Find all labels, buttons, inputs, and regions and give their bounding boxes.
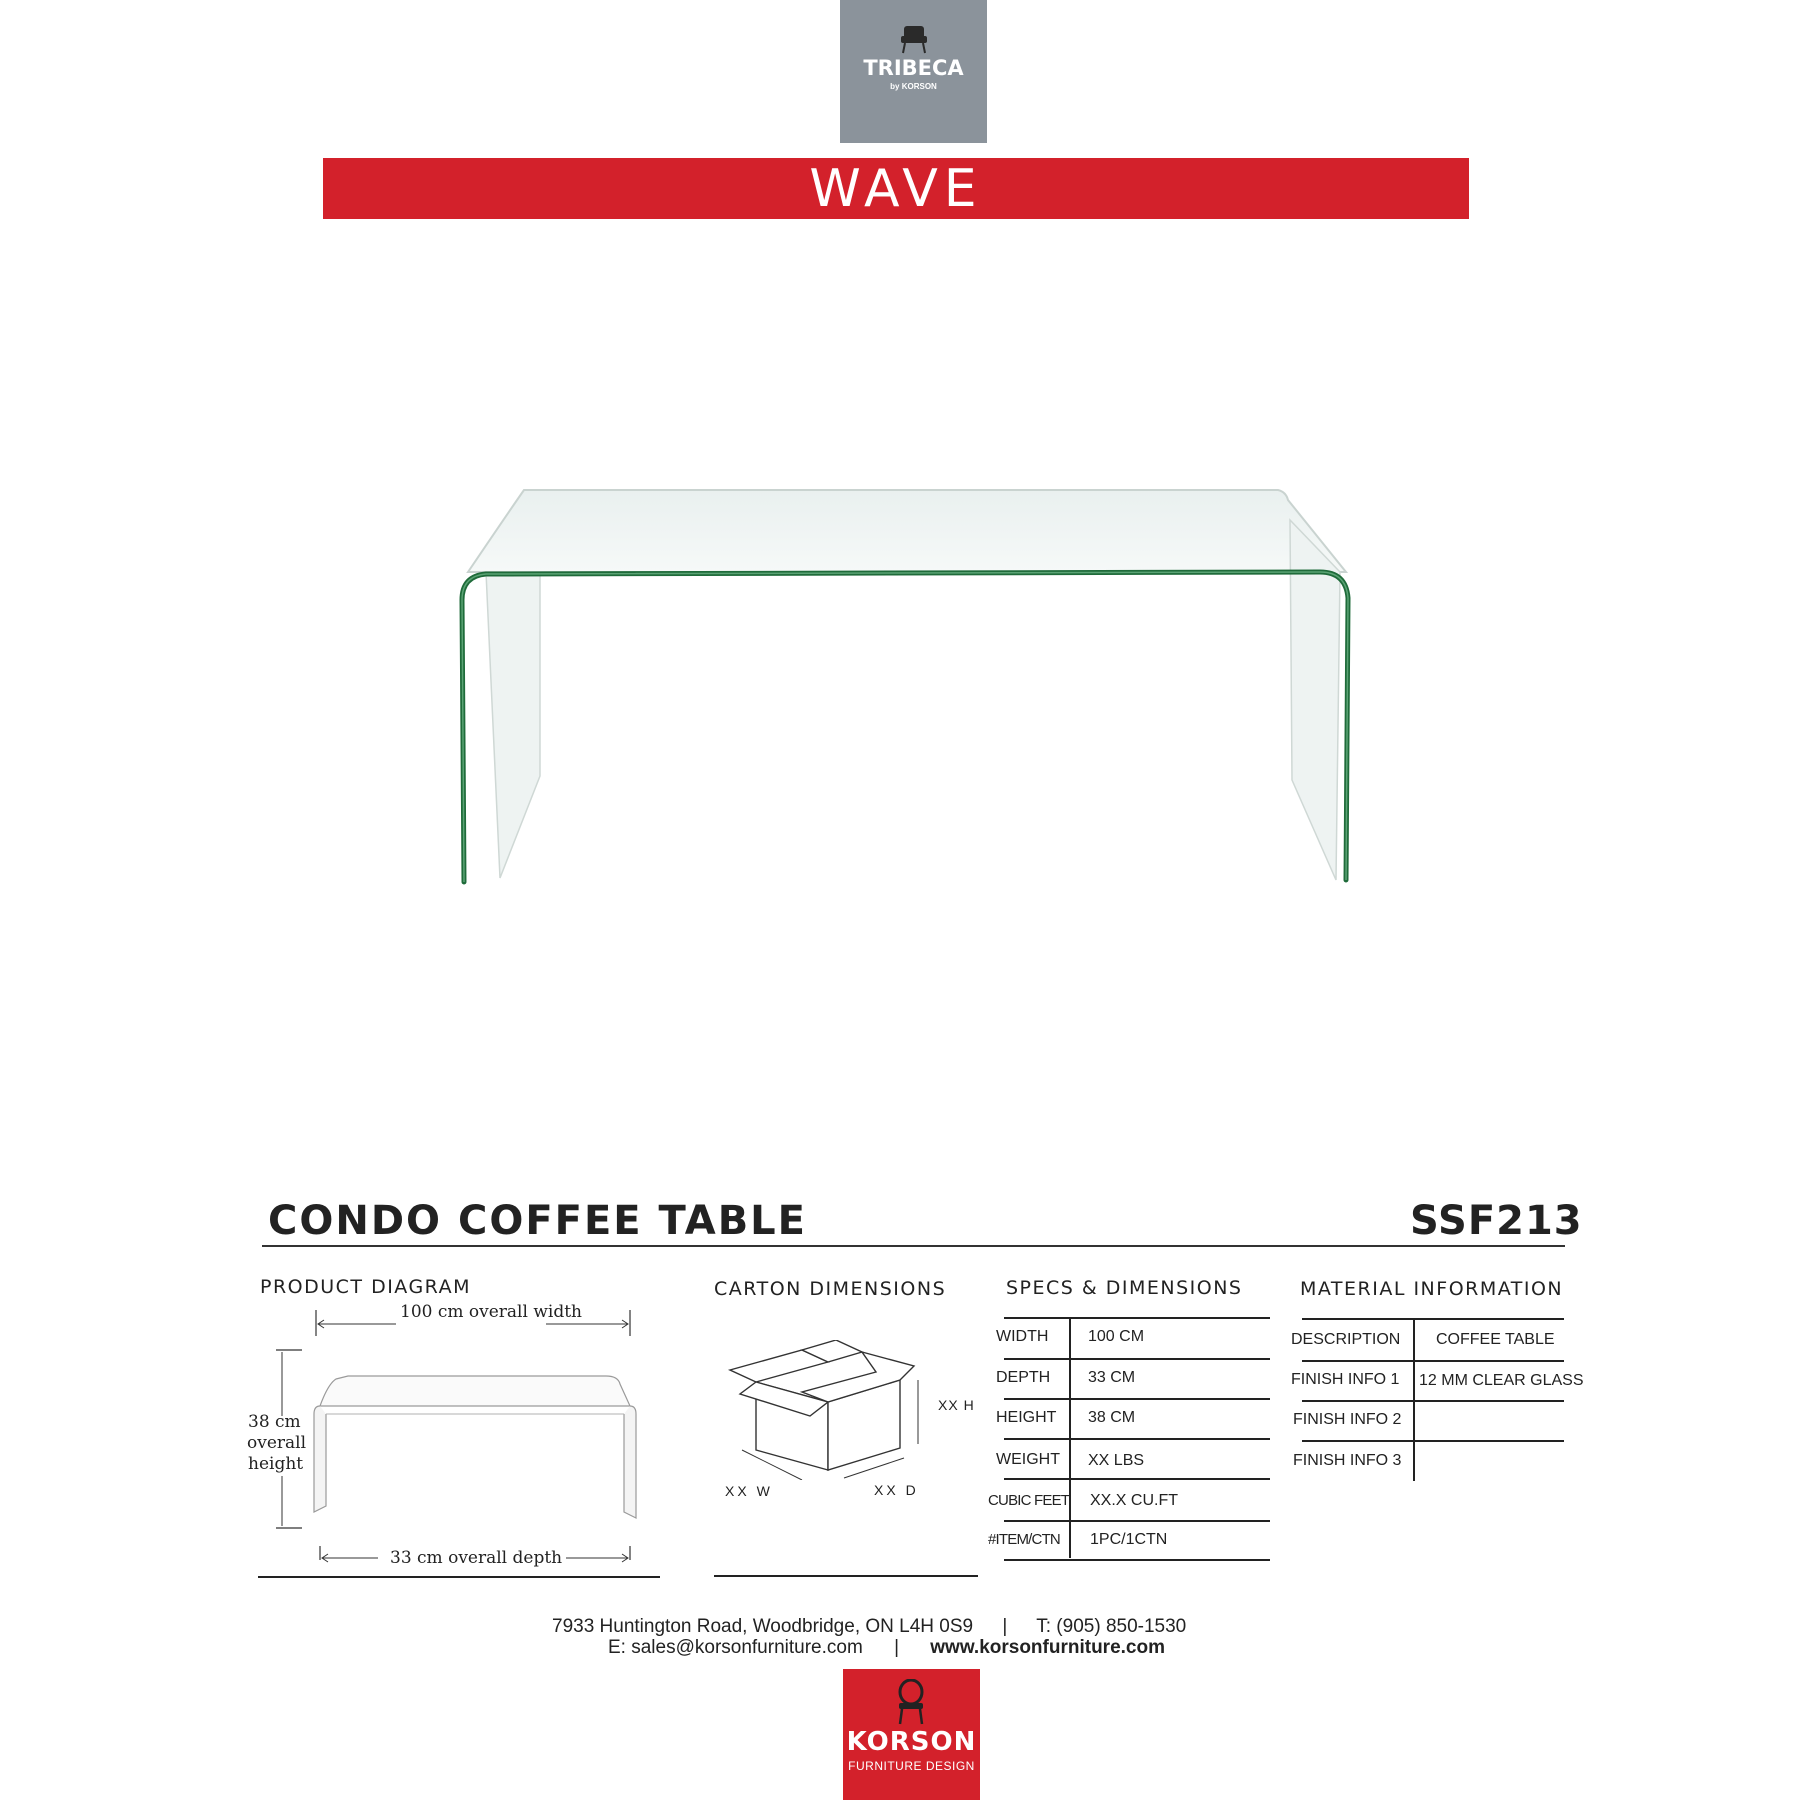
material-rule-top: [1302, 1318, 1564, 1320]
spec-value: 100 CM: [1088, 1328, 1145, 1345]
product-photo: [440, 480, 1380, 890]
product-sku: SSF213: [1410, 1198, 1583, 1244]
spec-label: DEPTH: [996, 1369, 1051, 1386]
korson-logo: [843, 1669, 980, 1800]
diagram-bottom-rule: [258, 1576, 660, 1578]
spec-label: WIDTH: [996, 1328, 1049, 1345]
diagram-depth-label: 33 cm overall depth: [390, 1548, 563, 1568]
specs-rule: [1004, 1520, 1270, 1522]
korson-subtitle: FURNITURE DESIGN: [848, 1759, 975, 1773]
footer-website-link[interactable]: www.korsonfurniture.com: [930, 1637, 1165, 1658]
specs-rule-top: [1004, 1317, 1270, 1319]
material-label: FINISH INFO 2: [1293, 1411, 1402, 1428]
specs-rule: [1004, 1398, 1270, 1400]
carton-bottom-rule: [714, 1575, 978, 1577]
spec-label: CUBIC FEET: [988, 1492, 1070, 1509]
footer-contact-line: [608, 1637, 1165, 1659]
diagram-height-label-2: overall: [247, 1433, 307, 1453]
specs-rule: [1004, 1358, 1270, 1360]
diagram-height-label-3: height: [248, 1454, 304, 1474]
spec-label: #ITEM/CTN: [988, 1531, 1060, 1548]
footer-separator: |: [1002, 1616, 1008, 1637]
tribeca-logo: [840, 0, 987, 143]
section-carton-dimensions: CARTON DIMENSIONS: [714, 1278, 947, 1300]
spec-value: 1PC/1CTN: [1090, 1531, 1168, 1548]
carton-height: XX H: [938, 1397, 975, 1413]
spec-value: XX LBS: [1088, 1452, 1145, 1469]
diagram-width-label: 100 cm overall width: [400, 1302, 582, 1322]
carton-width: XX W: [725, 1483, 773, 1499]
diagram-drawing: [256, 1310, 676, 1580]
tribeca-subtitle: by KORSON: [890, 82, 937, 91]
title-divider: [262, 1245, 1565, 1247]
material-label: FINISH INFO 1: [1291, 1371, 1400, 1388]
footer-address-line: [552, 1616, 1186, 1638]
section-product-diagram: PRODUCT DIAGRAM: [260, 1276, 472, 1298]
product-name: CONDO COFFEE TABLE: [268, 1198, 807, 1244]
chair-icon: [893, 1679, 929, 1725]
footer-separator: |: [894, 1637, 899, 1658]
material-value: 12 MM CLEAR GLASS: [1419, 1372, 1584, 1389]
spec-label: HEIGHT: [996, 1409, 1057, 1426]
diagram-height-label-1: 38 cm: [248, 1412, 301, 1432]
specs-rule: [1004, 1478, 1270, 1480]
spec-label: WEIGHT: [996, 1451, 1060, 1468]
footer-email[interactable]: E: sales@korsonfurniture.com: [608, 1637, 863, 1658]
section-material-information: MATERIAL INFORMATION: [1300, 1278, 1564, 1300]
footer-phone: T: (905) 850-1530: [1036, 1616, 1187, 1637]
spec-value: 38 CM: [1088, 1409, 1136, 1426]
tribeca-wordmark: TRIBECA: [863, 56, 964, 80]
carton-box-icon: [726, 1340, 946, 1480]
carton-depth: XX D: [874, 1482, 919, 1498]
specs-rule-bottom: [1004, 1559, 1270, 1561]
spec-value: 33 CM: [1088, 1369, 1136, 1386]
material-value: COFFEE TABLE: [1436, 1331, 1555, 1348]
section-specs-dimensions: SPECS & DIMENSIONS: [1006, 1277, 1243, 1299]
specs-rule: [1004, 1438, 1270, 1440]
material-label: DESCRIPTION: [1291, 1331, 1401, 1348]
material-rule: [1302, 1440, 1564, 1442]
material-label: FINISH INFO 3: [1293, 1452, 1402, 1469]
spec-value: XX.X CU.FT: [1090, 1492, 1179, 1509]
material-rule: [1302, 1400, 1564, 1402]
korson-wordmark: KORSON: [846, 1727, 977, 1757]
chair-icon: [898, 24, 930, 54]
footer-address: 7933 Huntington Road, Woodbridge, ON L4H 0S9: [552, 1616, 974, 1637]
collection-banner: WAVE: [323, 158, 1469, 219]
material-rule: [1302, 1360, 1564, 1362]
